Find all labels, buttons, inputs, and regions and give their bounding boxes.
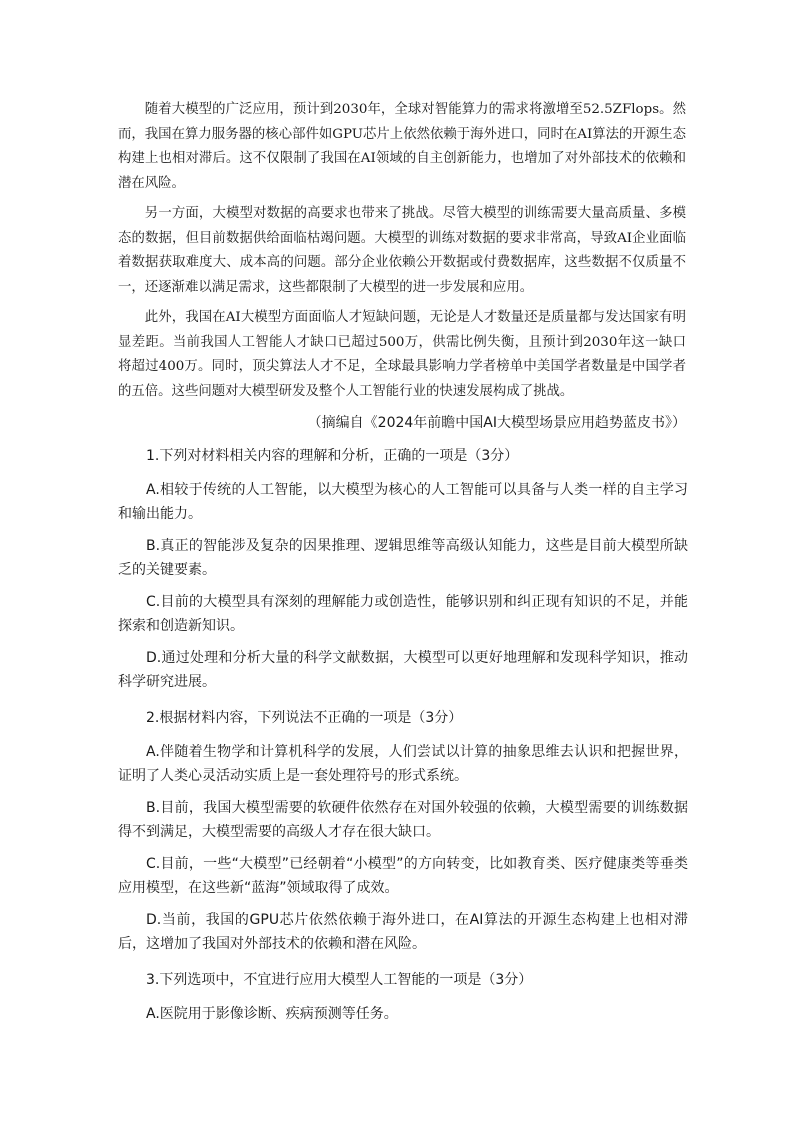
option-d: D.当前，我国的GPU芯片依然依赖于海外进口，在AI算法的开源生态构建上也相对滞后，这增加了我国对外部技术的依赖和潜在风险。	[118, 912, 688, 952]
question-1	[118, 444, 688, 694]
reading-passage	[118, 98, 686, 410]
option-b: B.目前，我国大模型需要的软硬件依然存在对国外较强的依赖，大模型需要的训练数据得不到满足，大模型需要的高级人才存在很大缺口。	[118, 800, 688, 840]
passage-paragraph-2: 另一方面，大模型对数据的高要求也带来了挑战。尽管大模型的训练需要大量高质量、多模态的数据，但目前数据供给面临枯竭问题。大模型的训练对数据的要求非常高，导致AI企业面临着数据获取难度大、成本高的问题。部分企业依赖公开数据或付费数据库，这些数据不仅质量不一，还逐渐难以满足需求，这些都限制了大模型的进一步发展和应用。	[118, 206, 686, 295]
option-a: A.伴随着生物学和计算机科学的发展，人们尝试以计算的抽象思维去认识和把握世界，证明了人类心灵活动实质上是一套处理符号的形式系统。	[118, 744, 688, 784]
question-stem: 3.下列选项中，不宜进行应用大模型人工智能的一项是（3分）	[146, 972, 533, 988]
option-a: A.相较于传统的人工智能，以大模型为核心的人工智能可以具备与人类一样的自主学习和输出能力。	[118, 482, 688, 522]
option-b: B.真正的智能涉及复杂的因果推理、逻辑思维等高级认知能力，这些是目前大模型所缺乏的关键要素。	[118, 538, 688, 578]
passage-paragraph-3: 此外，我国在AI大模型方面面临人才短缺问题，无论是人才数量还是质量都与发达国家有明显差距。当前我国人工智能人才缺口已超过500万，供需比例失衡，且预计到2030年这一缺口将超过400万。同时，顶尖算法人才不足，全球最具影响力学者榜单中美国学者数量是中国学者的五倍。这些问题对大模型研发及整个人工智能行业的快速发展构成了挑战。	[118, 310, 686, 399]
passage-source: （摘编自《2024年前瞻中国AI大模型场景应用趋势蓝皮书》）	[307, 415, 686, 431]
passage-paragraph-1: 随着大模型的广泛应用，预计到2030年，全球对智能算力的需求将激增至52.5ZFlops。然而，我国在算力服务器的核心部件如GPU芯片上依然依赖于海外进口，同时在AI算法的开源生态构建上也相对滞后。这不仅限制了我国在AI领域的自主创新能力，也增加了对外部技术的依赖和潜在风险。	[118, 102, 686, 191]
question-stem: 1.下列对材料相关内容的理解和分析，正确的一项是（3分）	[146, 448, 519, 464]
question-list	[118, 444, 688, 1034]
question-3	[118, 968, 688, 1026]
option-c: C.目前，一些“大模型”已经朝着“小模型”的方向转变，比如教育类、医疗健康类等垂类应用模型，在这些新“蓝海”领域取得了成效。	[118, 856, 688, 896]
option-d: D.通过处理和分析大量的科学文献数据，大模型可以更好地理解和发现科学知识，推动科学研究进展。	[118, 650, 688, 690]
question-2	[118, 706, 688, 956]
option-a: A.医院用于影像诊断、疾病预测等任务。	[146, 1006, 398, 1022]
question-stem: 2.根据材料内容，下列说法不正确的一项是（3分）	[146, 710, 463, 726]
option-c: C.目前的大模型具有深刻的理解能力或创造性，能够识别和纠正现有知识的不足，并能探索和创造新知识。	[118, 594, 688, 634]
